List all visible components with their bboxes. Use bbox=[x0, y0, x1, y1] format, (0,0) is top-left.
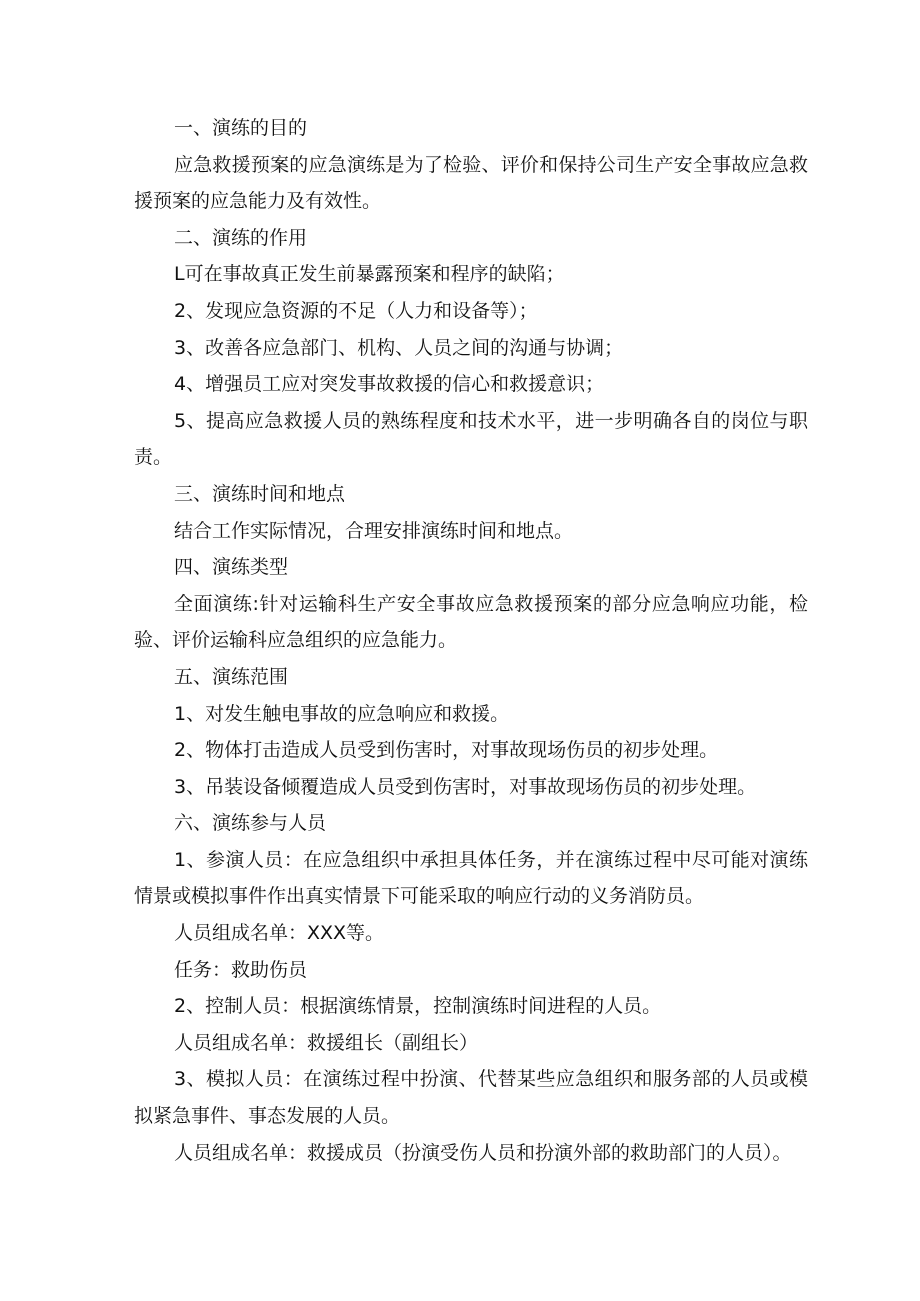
paragraph-type: 全面演练:针对运输科生产安全事故应急救援预案的部分应急响应功能，检验、评价运输科应急组织的应急能力。 bbox=[134, 592, 808, 652]
paragraph-participants-2: 2、控制人员：根据演练情景，控制演练时间进程的人员。 bbox=[174, 995, 662, 1018]
list-item-role-2: 2、发现应急资源的不足（人力和设备等）； bbox=[174, 299, 538, 322]
paragraph-participants-1-list: 人员组成名单：XXX等。 bbox=[174, 922, 385, 945]
list-item-role-1: L可在事故真正发生前暴露预案和程序的缺陷； bbox=[174, 263, 565, 286]
list-item-scope-3: 3、吊装设备倾覆造成人员受到伤害时，对事故现场伤员的初步处理。 bbox=[174, 775, 757, 798]
heading-participants: 六、演练参与人员 bbox=[174, 812, 327, 835]
paragraph-participants-2-list: 人员组成名单：救援组长（副组长） bbox=[174, 1031, 479, 1054]
paragraph-participants-3: 3、模拟人员：在演练过程中扮演、代替某些应急组织和服务部的人员或模拟紧急事件、事态发展的人员。 bbox=[134, 1068, 808, 1128]
paragraph-purpose: 应急救援预案的应急演练是为了检验、评价和保持公司生产安全事故应急救援预案的应急能力及有效性。 bbox=[134, 153, 808, 213]
paragraph-participants-1: 1、参演人员：在应急组织中承担具体任务，并在演练过程中尽可能对演练情景或模拟事件作出真实情景下可能采取的响应行动的义务消防员。 bbox=[134, 848, 808, 908]
heading-purpose: 一、演练的目的 bbox=[174, 117, 308, 139]
heading-role: 二、演练的作用 bbox=[174, 226, 308, 249]
list-item-role-3: 3、改善各应急部门、机构、人员之间的沟通与协调； bbox=[174, 336, 624, 359]
heading-time-place: 三、演练时间和地点 bbox=[174, 482, 346, 505]
paragraph-time-place: 结合工作实际情况，合理安排演练时间和地点。 bbox=[174, 519, 574, 542]
list-item-role-4: 4、增强员工应对突发事故救援的信心和救援意识； bbox=[174, 373, 605, 396]
list-item-role-5: 5、提高应急救援人员的熟练程度和技术水平，进一步明确各自的岗位与职责。 bbox=[134, 409, 808, 469]
paragraph-participants-1-task: 任务：救助伤员 bbox=[174, 958, 308, 981]
paragraph-participants-3-list: 人员组成名单：救援成员（扮演受伤人员和扮演外部的救助部门的人员）。 bbox=[174, 1141, 792, 1164]
heading-scope: 五、演练范围 bbox=[174, 665, 289, 688]
list-item-scope-2: 2、物体打击造成人员受到伤害时，对事故现场伤员的初步处理。 bbox=[174, 739, 719, 762]
heading-type: 四、演练类型 bbox=[174, 556, 289, 579]
list-item-scope-1: 1、对发生触电事故的应急响应和救援。 bbox=[174, 702, 510, 725]
